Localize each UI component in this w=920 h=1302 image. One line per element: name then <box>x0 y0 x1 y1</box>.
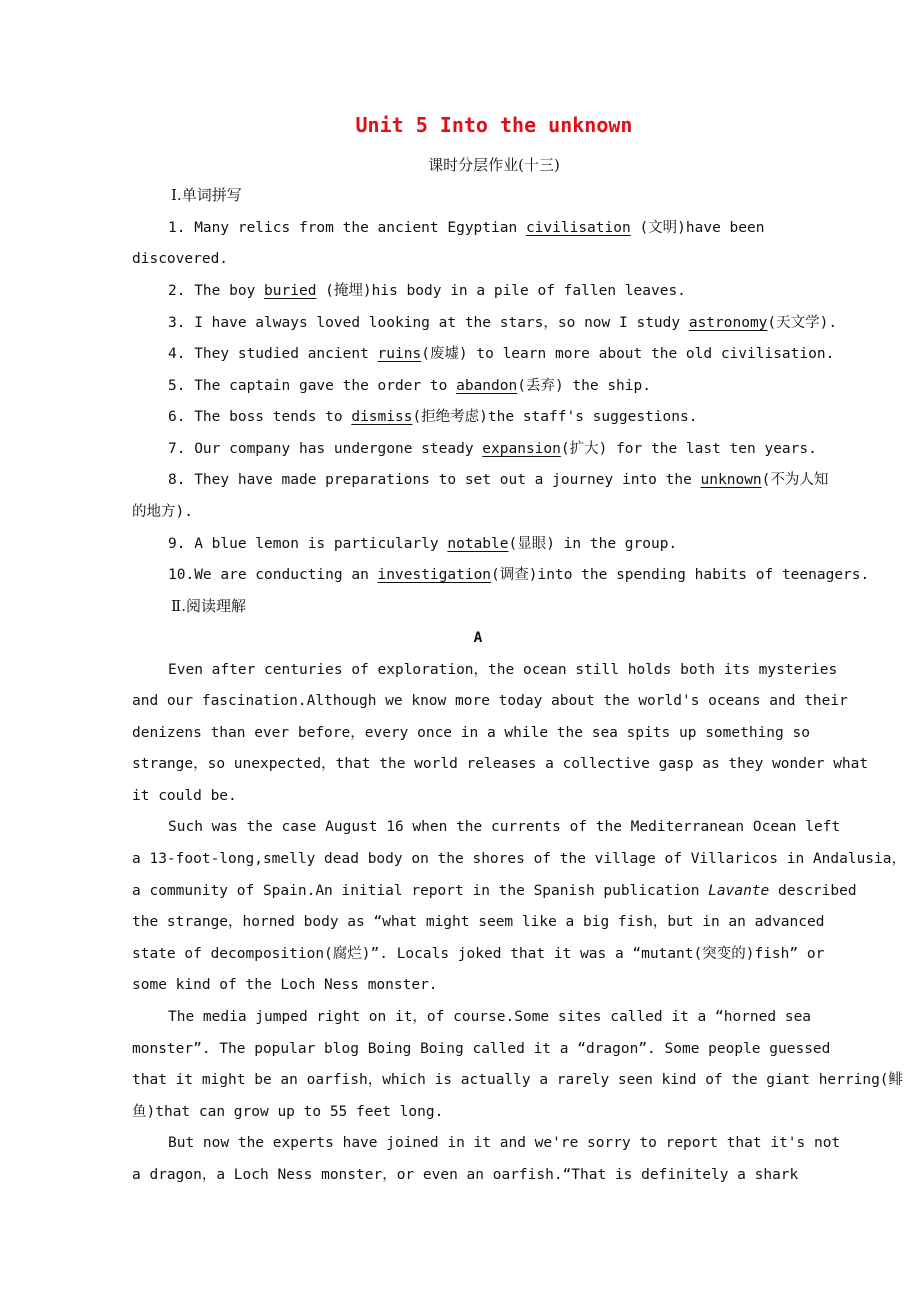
passage-line: a 13-foot-long,smelly dead body on the shores of the village of Villaricos in Andalusia， <box>132 851 906 867</box>
exercise-item: 5. The captain gave the order to abandon(丢弃) the ship. <box>168 378 651 394</box>
exercise-item-continuation: discovered. <box>132 251 229 267</box>
answer-text: notable <box>447 536 509 552</box>
assignment-subtitle: 课时分层作业(十三) <box>428 156 560 174</box>
answer-text: abandon <box>456 378 518 394</box>
answer-text: investigation <box>377 567 492 583</box>
section-heading-vocabulary: Ⅰ.单词拼写 <box>171 186 242 204</box>
passage-line: Such was the case August 16 when the currents of the Mediterranean Ocean left <box>168 819 841 835</box>
passage-line: a community of Spain.An initial report in the Spanish publication Lavante described <box>132 883 857 899</box>
passage-line: 鱼)that can grow up to 55 feet long. <box>132 1104 444 1120</box>
exercise-item: 8. They have made preparations to set out a journey into the unknown(不为人知 <box>168 472 829 488</box>
section-heading-reading: Ⅱ.阅读理解 <box>171 597 246 615</box>
answer-text: expansion <box>482 441 561 457</box>
answer-text: ruins <box>377 346 422 362</box>
passage-line: strange，so unexpected，that the world releases a collective gasp as they wonder what <box>132 756 869 772</box>
exercise-item: 1. Many relics from the ancient Egyptian civilisation (文明)have been <box>168 220 765 236</box>
publication-name: Lavante <box>708 883 770 899</box>
passage-line: it could be. <box>132 788 237 804</box>
passage-line: monster”. The popular blog Boing Boing called it a “dragon”. Some people guessed <box>132 1041 831 1057</box>
passage-line: the strange，horned body as “what might seem like a big fish，but in an advanced <box>132 914 825 930</box>
exercise-item: 4. They studied ancient ruins(废墟) to learn more about the old civilisation. <box>168 346 835 362</box>
passage-line: denizens than ever before，every once in a while the sea spits up something so <box>132 725 810 741</box>
exercise-item: 2. The boy buried (掩埋)his body in a pile of fallen leaves. <box>168 283 686 299</box>
exercise-item: 6. The boss tends to dismiss(拒绝考虑)the staff's suggestions. <box>168 409 698 425</box>
answer-text: dismiss <box>351 409 413 425</box>
passage-line: state of decomposition(腐烂)”. Locals joked that it was a “mutant(突变的)fish” or <box>132 946 825 962</box>
exercise-item-continuation: 的地方). <box>132 504 193 520</box>
passage-line: Even after centuries of exploration，the ocean still holds both its mysteries <box>168 662 838 678</box>
exercise-item: 7. Our company has undergone steady expansion(扩大) for the last ten years. <box>168 441 817 457</box>
exercise-item: 3. I have always loved looking at the stars，so now I study astronomy(天文学). <box>168 315 838 331</box>
answer-text: astronomy <box>688 315 768 331</box>
passage-line: a dragon，a Loch Ness monster，or even an oarfish.“That is definitely a shark <box>132 1167 799 1183</box>
passage-label: A <box>473 630 483 646</box>
passage-line: that it might be an oarfish，which is actually a rarely seen kind of the giant herring(鲱 <box>132 1072 904 1088</box>
exercise-item: 9. A blue lemon is particularly notable(显眼) in the group. <box>168 536 678 552</box>
passage-line: some kind of the Loch Ness monster. <box>132 977 438 993</box>
exercise-item: 10.We are conducting an investigation(调查)into the spending habits of teenagers. <box>168 567 870 583</box>
passage-line: and our fascination.Although we know more today about the world's oceans and their <box>132 693 848 709</box>
unit-title: Unit 5 Into the unknown <box>355 113 633 137</box>
passage-line: The media jumped right on it，of course.Some sites called it a “horned sea <box>168 1009 812 1025</box>
answer-text: unknown <box>700 472 762 488</box>
answer-text: buried <box>264 283 317 299</box>
answer-text: civilisation <box>525 220 631 236</box>
passage-line: But now the experts have joined in it and we're sorry to report that it's not <box>168 1135 841 1151</box>
